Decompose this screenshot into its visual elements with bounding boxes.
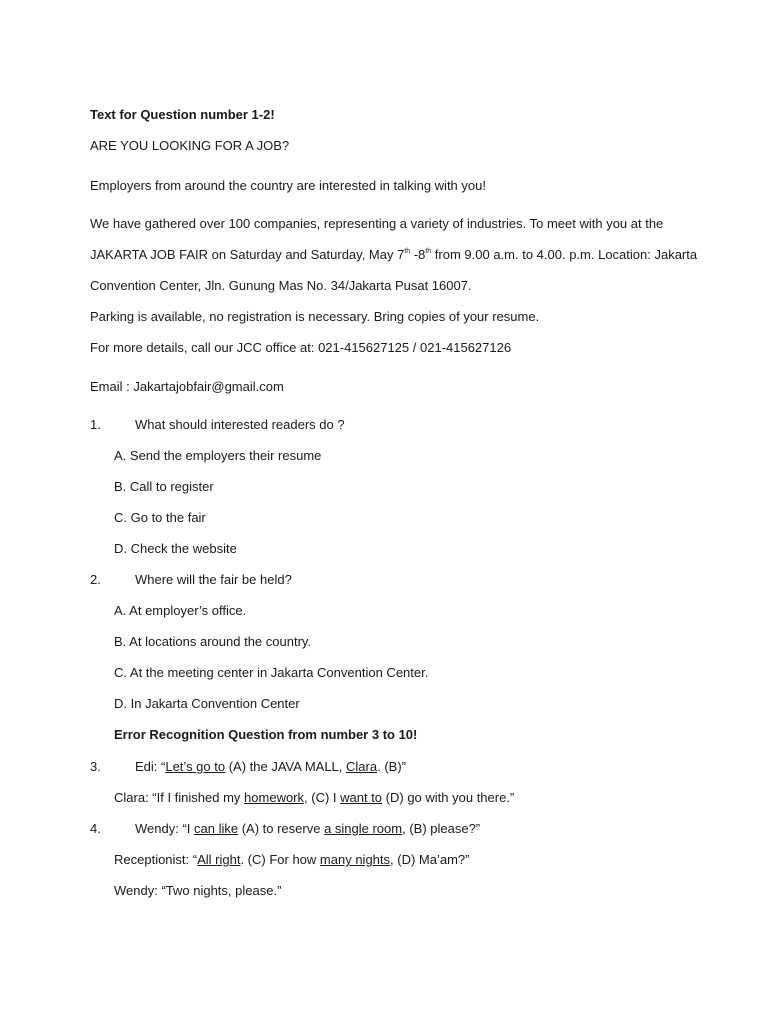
ad-line-4: Convention Center, Jln. Gunung Mas No. 34/Jakarta Pusat 16007. [90,278,472,293]
underlined-phrase: many nights [319,852,391,867]
dialog-text: . (C) For how [240,852,320,867]
error-recognition-heading: Error Recognition Question from number 3 to 10! [114,727,418,742]
dialog-text: . (B)” [377,759,406,774]
ad-line-3 [90,247,697,263]
ad-line-2: We have gathered over 100 companies, representing a variety of industries. To meet with you at the [90,216,664,231]
ad-line-5: Parking is available, no registration is necessary. Bring copies of your resume. [90,309,540,324]
option-2d: D. In Jakarta Convention Center [114,696,300,711]
dialog-text: Edi: “ [135,759,166,774]
question-text: Where will the fair be held? [135,572,292,587]
question-4-line-2 [114,852,469,868]
superscript: th [404,247,411,255]
underlined-phrase: can like [194,821,239,836]
ad-line-3-text: -8 [410,247,426,262]
question-number: 2. [90,572,101,587]
option-1a: A. Send the employers their resume [114,448,322,463]
question-number: 1. [90,417,101,432]
superscript: th [425,247,432,255]
option-2b: B. At locations around the country. [114,634,312,649]
question-number: 4. [90,821,101,836]
dialog-text: (D) go with you there.” [382,790,515,805]
underlined-phrase: a single room [324,821,403,836]
ad-line-3-text: JAKARTA JOB FAIR on Saturday and Saturday, May 7 [90,247,405,262]
option-2c: C. At the meeting center in Jakarta Convention Center. [114,665,429,680]
dialog-text: Receptionist: “ [114,852,198,867]
option-1d: D. Check the website [114,541,237,556]
question-3-line-1 [90,759,406,775]
dialog-text: , (D) Ma’am?” [390,852,470,867]
underlined-phrase: Clara [346,759,378,774]
ad-line-3-text: from 9.00 a.m. to 4.00. p.m. Location: Jakarta [431,247,698,262]
question-text: What should interested readers do ? [135,417,345,432]
underlined-phrase: Let’s go to [165,759,226,774]
dialog-text: , (C) I [304,790,341,805]
question-4-line-3: Wendy: “Two nights, please.” [114,883,282,898]
question-4-line-1 [90,821,480,837]
underlined-phrase: homework [244,790,305,805]
ad-title: ARE YOU LOOKING FOR A JOB? [90,138,290,153]
ad-line-1: Employers from around the country are interested in talking with you! [90,178,486,193]
question-3-line-2 [114,790,514,806]
ad-line-6: For more details, call our JCC office at: 021-415627125 / 021-415627126 [90,340,512,355]
dialog-text: (A) the JAVA MALL, [225,759,347,774]
option-1b: B. Call to register [114,479,214,494]
option-2a: A. At employer’s office. [114,603,247,618]
text-heading: Text for Question number 1-2! [90,107,275,122]
question-2 [90,572,292,588]
question-1 [90,417,345,433]
underlined-phrase: want to [340,790,383,805]
underlined-phrase: All right [197,852,241,867]
dialog-text: , (B) please?” [402,821,481,836]
dialog-text: Clara: “If I finished my [114,790,245,805]
dialog-text: (A) to reserve [238,821,325,836]
ad-email: Email : Jakartajobfair@gmail.com [90,379,284,394]
dialog-text: Wendy: “I [135,821,195,836]
question-number: 3. [90,759,101,774]
option-1c: C. Go to the fair [114,510,206,525]
